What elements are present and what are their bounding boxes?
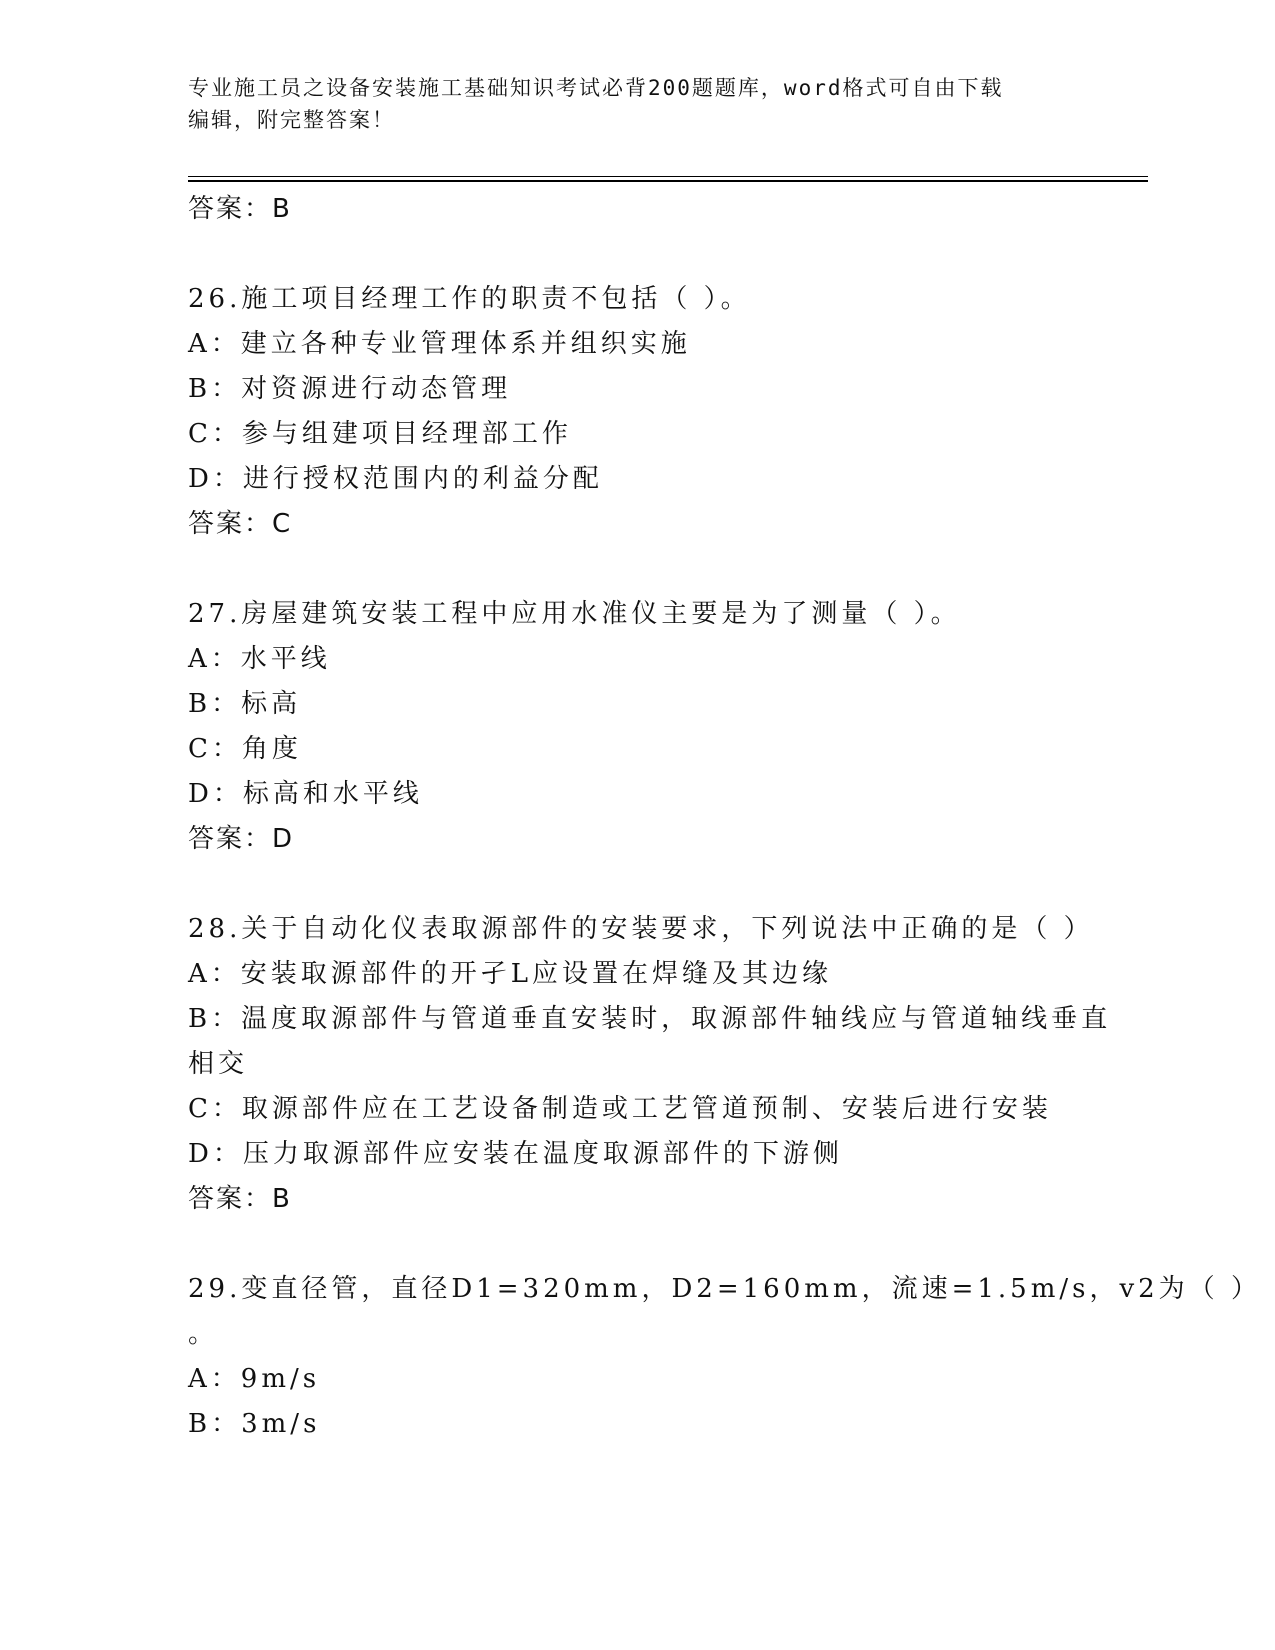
option-a: A：水平线 — [188, 644, 331, 674]
question-29 — [188, 1267, 1261, 1447]
spacer — [188, 547, 1148, 592]
question-stem: 27.房屋建筑安装工程中应用水准仪主要是为了测量（ ）。 — [188, 599, 961, 629]
header-rule-thick — [188, 180, 1148, 182]
option-a: A：安装取源部件的开孑L应设置在焊缝及其边缘 — [188, 959, 833, 989]
spacer — [188, 1222, 1148, 1267]
document-header — [188, 72, 1068, 136]
question-stem: 29.变直径管，直径D1=320mm，D2=160mm，流速=1.5m/s，v2为（ ） — [188, 1274, 1261, 1304]
question-26 — [188, 277, 1148, 547]
header-line-2: 编辑，附完整答案！ — [188, 108, 395, 132]
question-stem: 28.关于自动化仪表取源部件的安装要求，下列说法中正确的是（ ） — [188, 914, 1094, 944]
option-a: A：9m/s — [188, 1364, 321, 1394]
spacer — [188, 232, 1148, 277]
option-c: C：参与组建项目经理部工作 — [188, 419, 572, 449]
option-c: C：取源部件应在工艺设备制造或工艺管道预制、安装后进行安装 — [188, 1094, 1052, 1124]
option-a: A：建立各种专业管理体系并组织实施 — [188, 329, 691, 359]
option-d: D：进行授权范围内的利益分配 — [188, 464, 603, 494]
question-stem-continued: 。 — [188, 1319, 219, 1349]
option-b: B：标高 — [188, 689, 302, 719]
answer: 答案：D — [188, 824, 295, 854]
answer: 答案：B — [188, 1184, 292, 1214]
previous-answer: 答案：B — [188, 194, 292, 224]
answer: 答案：C — [188, 509, 293, 539]
option-b: B：温度取源部件与管道垂直安装时，取源部件轴线应与管道轴线垂直 — [188, 1004, 1112, 1034]
option-b-continued: 相交 — [188, 1049, 249, 1079]
question-28 — [188, 907, 1148, 1222]
header-line-1: 专业施工员之设备安装施工基础知识考试必背200题题库，word格式可自由下载 — [188, 76, 1004, 100]
option-b: B：对资源进行动态管理 — [188, 374, 512, 404]
option-b: B：3m/s — [188, 1409, 321, 1439]
option-d: D：压力取源部件应安装在温度取源部件的下游侧 — [188, 1139, 843, 1169]
document-content — [188, 187, 1261, 1447]
spacer — [188, 862, 1148, 907]
header-rule-thin — [188, 176, 1148, 177]
question-stem: 26.施工项目经理工作的职责不包括（ ）。 — [188, 284, 751, 314]
question-27 — [188, 592, 1148, 862]
option-d: D：标高和水平线 — [188, 779, 423, 809]
option-c: C：角度 — [188, 734, 302, 764]
